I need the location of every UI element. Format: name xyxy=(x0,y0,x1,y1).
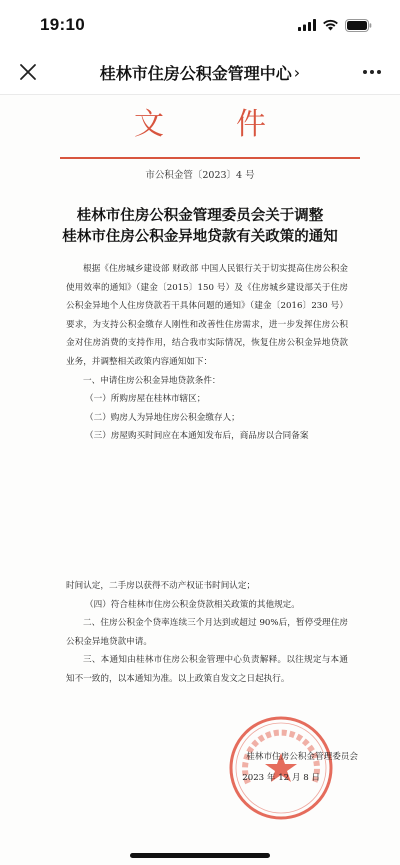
body-paragraph: 二、住房公积金个贷率连续三个月达到或超过 90%后，暂停受理住房公积金异地贷款申请。 xyxy=(66,618,348,647)
body-paragraph: （四）符合桂林市住房公积金贷款相关政策的其他规定。 xyxy=(85,599,300,610)
page-title[interactable] xyxy=(100,61,300,84)
signature-organization: 桂林市住房公积金管理委员会 xyxy=(246,752,358,762)
body-paragraph: 根据《住房城乡建设部 财政部 中国人民银行关于切实提高住房公积金使用效率的通知》（建金〔2015〕150 号）及《住房城乡建设部关于住房公积金异地个人住房贷款若干具体问题的通知》（建金〔2016〕230 号）要求，为支持公积金缴存人刚性和改善性住房需求，进一步发挥住房公积金对住房消费的支持作用，结合我市实际情况，恢复住房公积金异地贷款业务，并调整相关政策内容通知如下： xyxy=(66,264,348,367)
signal-icon xyxy=(298,19,316,31)
header-rule xyxy=(60,157,360,159)
chevron-right-icon: › xyxy=(293,62,301,82)
more-icon-dot xyxy=(370,70,374,74)
document-title-line1: 桂林市住房公积金管理委员会关于调整 xyxy=(76,207,324,224)
document-title xyxy=(0,205,400,247)
document-header: 文件 xyxy=(134,107,338,142)
body-paragraph: （一）所购房屋在桂林市辖区； xyxy=(85,394,206,405)
document-body-first xyxy=(66,260,348,446)
body-paragraph: （二）购房人为异地住房公积金缴存人； xyxy=(85,412,240,423)
nav-bar xyxy=(0,50,400,94)
body-paragraph: 一、申请住房公积金异地贷款条件： xyxy=(83,375,221,386)
more-icon xyxy=(363,70,367,74)
document-title-line2: 桂林市住房公积金异地贷款有关政策的通知 xyxy=(62,228,338,245)
document-body-second xyxy=(66,577,348,689)
close-button[interactable] xyxy=(16,60,40,84)
close-icon xyxy=(19,63,37,81)
body-paragraph: （三）房屋购买时间应在本通知发布后，商品房以合同备案 xyxy=(85,431,309,442)
document-number: 市公积金管〔2023〕4 号 xyxy=(145,170,255,181)
signature-date: 2023 年 12 月 8 日 xyxy=(242,773,320,783)
more-icon-dot xyxy=(377,70,381,74)
page-title-text: 桂林市住房公积金管理中心 xyxy=(99,63,292,83)
document-image[interactable] xyxy=(0,95,400,865)
body-paragraph: 时间认定，二手房以获得不动产权证书时间认定； xyxy=(66,581,256,591)
status-icons xyxy=(298,19,372,32)
more-button[interactable] xyxy=(360,60,384,84)
battery-icon xyxy=(345,19,372,32)
home-indicator[interactable] xyxy=(130,853,270,858)
wifi-icon xyxy=(322,19,339,31)
status-bar xyxy=(0,0,400,50)
status-time: 19:10 xyxy=(40,15,85,34)
body-paragraph: 三、本通知由桂林市住房公积金管理中心负责解释。以往规定与本通知不一致的，以本通知为准。以上政策自发文之日起执行。 xyxy=(66,655,348,684)
